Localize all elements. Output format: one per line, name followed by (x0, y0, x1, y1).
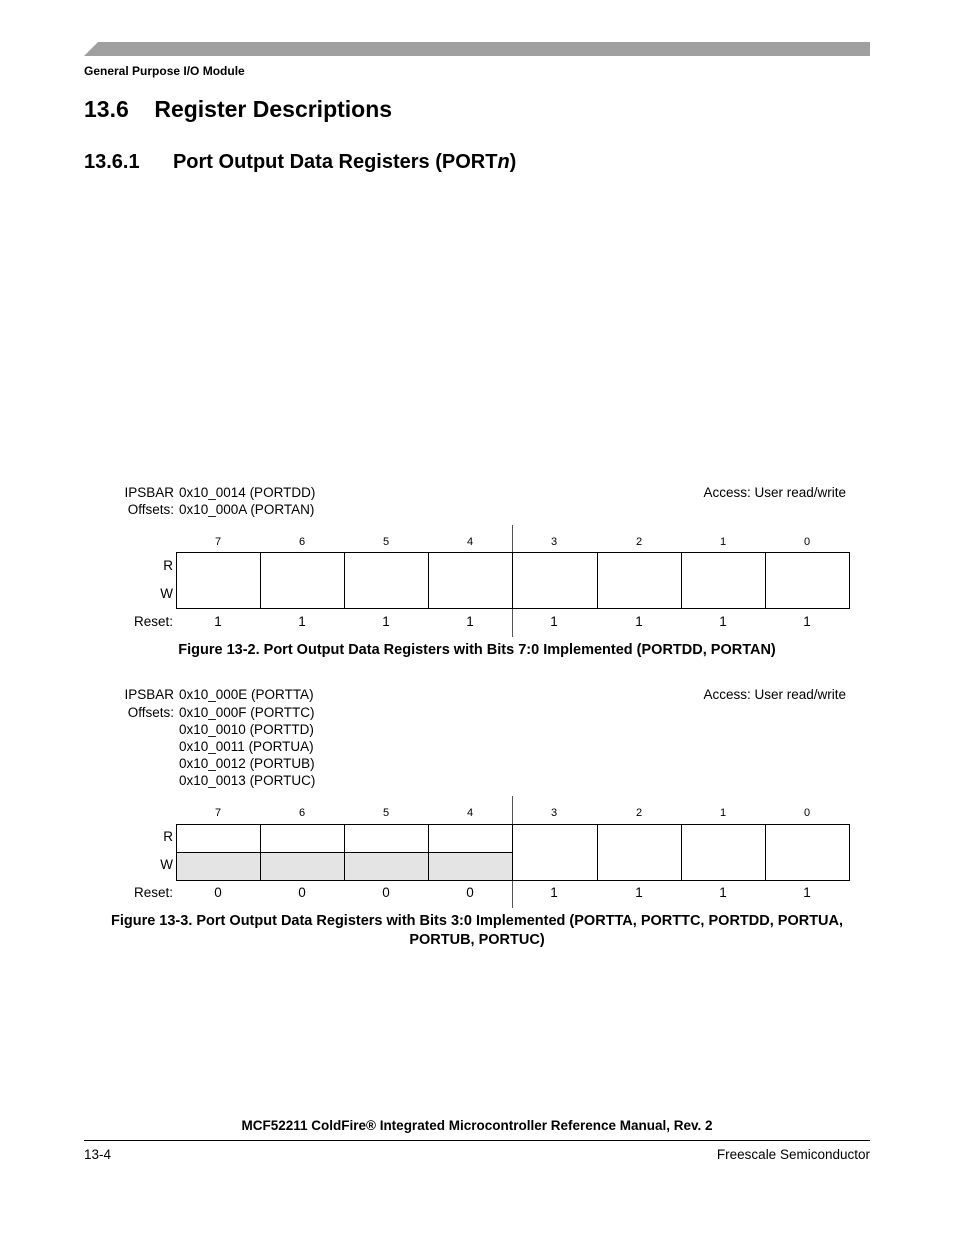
bit-number: 5 (382, 536, 390, 548)
bit-cell-4-write-reserved (428, 852, 513, 881)
reset-value: 1 (382, 614, 390, 629)
reset-value: 0 (214, 885, 222, 900)
reset-value: 1 (803, 614, 811, 629)
reset-value: 1 (719, 614, 727, 629)
bit-cell-6 (260, 552, 345, 609)
bit-cell-7 (176, 552, 261, 609)
bit-number: 7 (214, 536, 222, 548)
bit-cell-6-read (260, 824, 345, 853)
address-line: 0x10_000A (PORTAN) (179, 502, 315, 517)
offsets-label: Offsets: (127, 705, 174, 720)
reset-value: 1 (635, 885, 643, 900)
page-number: 13-4 (84, 1147, 112, 1162)
bit-cell-7-read (176, 824, 261, 853)
bit-cell-2 (597, 824, 682, 881)
offsets-label: Offsets: (127, 502, 174, 517)
bit-number: 4 (466, 807, 474, 819)
reset-value: 1 (214, 614, 222, 629)
bit-cell-4 (428, 552, 513, 609)
section-number: 13.6 (84, 96, 129, 122)
access-label: Access: User read/write (703, 687, 846, 702)
bit-number: 1 (719, 536, 727, 548)
section-heading (84, 96, 392, 123)
subsection-number: 13.6.1 (84, 151, 140, 173)
bit-number: 3 (550, 536, 558, 548)
bit-cell-5 (344, 552, 429, 609)
bit-cell-3 (512, 552, 598, 609)
bit-cell-2 (597, 552, 682, 609)
address-line: 0x10_0012 (PORTUB) (179, 756, 315, 771)
bit-number: 4 (466, 536, 474, 548)
figure-caption-line1: Figure 13-3. Port Output Data Registers with Bits 3:0 Implemented (PORTTA, PORTTC, PORTDD, PORTUA, (110, 913, 844, 929)
reset-value: 0 (382, 885, 390, 900)
bit-cell-4-read (428, 824, 513, 853)
subsection-title-prefix: Port Output Data Registers (PORT (172, 151, 498, 173)
access-label: Access: User read/write (703, 485, 846, 500)
section-title: Register Descriptions (154, 96, 393, 122)
company-name: Freescale Semiconductor (716, 1147, 870, 1162)
running-head: General Purpose I/O Module (84, 64, 245, 78)
reset-value: 1 (635, 614, 643, 629)
bit-cell-1 (681, 552, 766, 609)
bit-number: 6 (298, 536, 306, 548)
reset-value: 1 (719, 885, 727, 900)
reset-value: 0 (466, 885, 474, 900)
reset-value: 1 (550, 614, 558, 629)
subsection-title-suffix: ) (509, 151, 517, 173)
row-label-r: R (163, 558, 173, 573)
bit-cell-1 (681, 824, 766, 881)
figure-caption: Figure 13-2. Port Output Data Registers with Bits 7:0 Implemented (PORTDD, PORTAN) (178, 642, 776, 658)
bit-number: 0 (803, 807, 811, 819)
bit-number: 2 (635, 807, 643, 819)
footer-title: MCF52211 ColdFire® Integrated Microcontroller Reference Manual, Rev. 2 (241, 1118, 713, 1133)
bit-cell-5-write-reserved (344, 852, 429, 881)
bit-number: 3 (550, 807, 558, 819)
bit-cell-3 (512, 824, 598, 881)
header-bar (84, 42, 870, 56)
subsection-title-var: n (497, 151, 510, 173)
address-line: 0x10_0013 (PORTUC) (179, 773, 316, 788)
ipsbar-label: IPSBAR (124, 485, 174, 500)
bit-number: 5 (382, 807, 390, 819)
row-label-w: W (160, 586, 173, 601)
bit-cell-0 (765, 824, 850, 881)
bit-cell-7-write-reserved (176, 852, 261, 881)
footer-rule (84, 1140, 870, 1141)
ipsbar-label: IPSBAR (124, 687, 174, 702)
reset-label: Reset: (133, 885, 173, 900)
bit-number: 0 (803, 536, 811, 548)
figure-caption-line2: PORTUB, PORTUC) (409, 932, 545, 948)
reset-label: Reset: (133, 614, 173, 629)
reset-value: 1 (550, 885, 558, 900)
bit-cell-5-read (344, 824, 429, 853)
reset-value: 0 (298, 885, 306, 900)
bit-cell-0 (765, 552, 850, 609)
address-line: 0x10_0014 (PORTDD) (179, 485, 316, 500)
address-line: 0x10_000E (PORTTA) (179, 687, 314, 702)
bit-number: 1 (719, 807, 727, 819)
row-label-r: R (163, 829, 173, 844)
subsection-heading (84, 151, 516, 174)
reset-value: 1 (466, 614, 474, 629)
address-line: 0x10_000F (PORTTC) (179, 705, 315, 720)
row-label-w: W (160, 857, 173, 872)
bit-number: 2 (635, 536, 643, 548)
bit-number: 6 (298, 807, 306, 819)
address-line: 0x10_0011 (PORTUA) (179, 739, 314, 754)
reset-value: 1 (298, 614, 306, 629)
address-line: 0x10_0010 (PORTTD) (179, 722, 314, 737)
bit-number: 7 (214, 807, 222, 819)
bit-cell-6-write-reserved (260, 852, 345, 881)
reset-value: 1 (803, 885, 811, 900)
